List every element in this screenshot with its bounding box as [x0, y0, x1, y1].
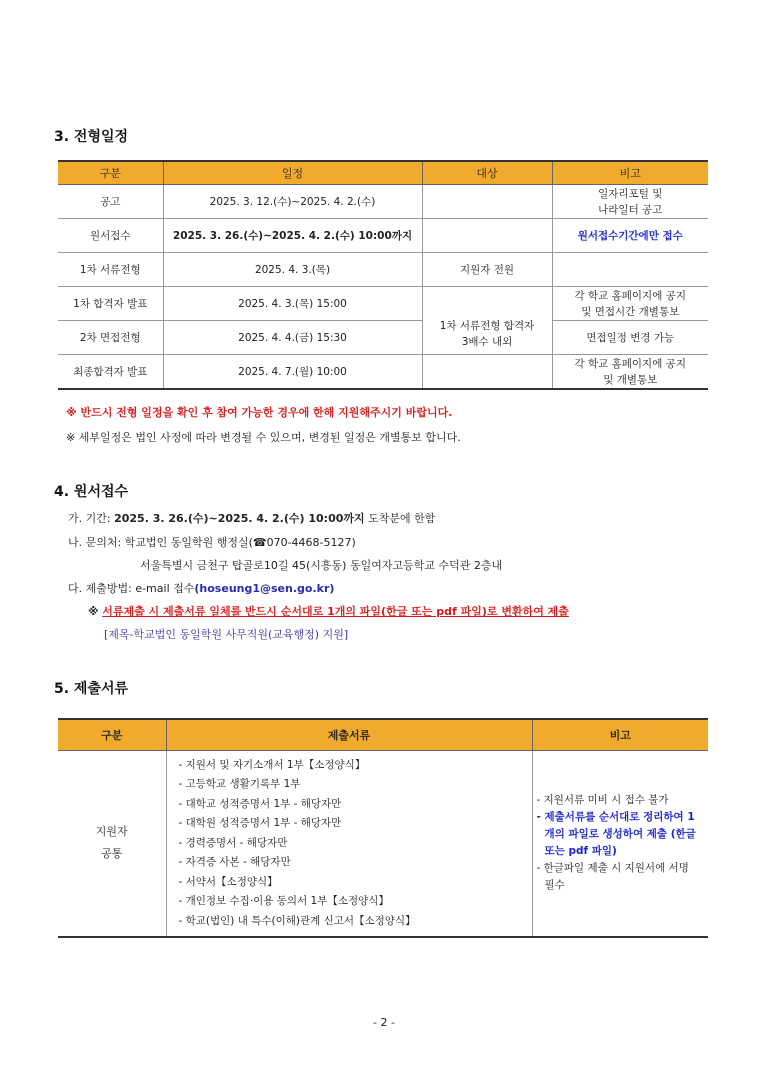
schedule-header-row [58, 161, 708, 185]
page-number: - 2 - [373, 1016, 395, 1029]
schedule-category: 2차 면접전형 [58, 321, 163, 355]
schedule-note-red: ※ 반드시 전형 일정을 확인 후 참여 가능한 경우에 한해 지원해주시기 바랍니다. [66, 406, 453, 419]
schedule-category: 원서접수 [58, 219, 163, 253]
submission-warning [88, 603, 569, 619]
schedule-date: 2025. 4. 3.(목) 15:00 [163, 287, 422, 321]
list-item: - 한글파일 제출 시 지원서에 서명 필수 [536, 862, 689, 892]
period-suffix: 도착분에 한함 [368, 512, 436, 525]
contact-phone: 070-4468-5127) [266, 536, 356, 549]
documents-table [58, 718, 708, 938]
schedule-target [422, 355, 552, 390]
list-item: - 경력증명서 - 해당자만 [178, 836, 288, 849]
schedule-category: 최종합격자 발표 [58, 355, 163, 390]
schedule-date: 2025. 4. 7.(월) 10:00 [163, 355, 422, 390]
schedule-date: 2025. 3. 26.(수)~2025. 4. 2.(수) 10:00까지 [163, 219, 422, 253]
documents-header-documents: 제출서류 [166, 719, 532, 751]
schedule-category: 공고 [58, 185, 163, 219]
schedule-category: 1차 합격자 발표 [58, 287, 163, 321]
documents-header-remarks: 비고 [532, 719, 708, 751]
schedule-date: 2025. 4. 4.(금) 15:30 [163, 321, 422, 355]
schedule-note: 원서접수기간에만 접수 [552, 219, 708, 253]
documents-list [167, 752, 532, 936]
period-value: 2025. 3. 26.(수)~2025. 4. 2.(수) 10:00까지 [114, 512, 365, 525]
schedule-note: 면접일정 변경 가능 [552, 321, 708, 355]
schedule-table [58, 160, 708, 390]
documents-category: 지원자 공통 [58, 751, 166, 937]
schedule-note: 각 학교 홈페이지에 공지 및 개별통보 [552, 355, 708, 390]
section5-title: 5. 제출서류 [54, 681, 129, 697]
schedule-header-category: 구분 [58, 161, 163, 185]
list-item: - 제출서류를 순서대로 정리하여 1개의 파일로 생성하여 제출 (한글 또는 pdf 파일) [536, 811, 696, 858]
table-row [58, 219, 708, 253]
section3-title: 3. 전형일정 [54, 129, 129, 145]
table-row [58, 253, 708, 287]
documents-header-category: 구분 [58, 719, 166, 751]
table-row [58, 751, 708, 937]
list-item: - 자격증 사본 - 해당자만 [178, 856, 291, 868]
address-line: 서울특별시 금천구 탑골로10길 45(시흥동) 동일여자고등학교 수덕관 2층내 [140, 559, 503, 572]
table-row [58, 355, 708, 390]
schedule-target: 1차 서류전형 합격자 3배수 내외 [422, 287, 552, 355]
method-line [68, 580, 334, 596]
warning-text: 서류제출 시 제출서류 일체를 반드시 순서대로 1개의 파일(한글 또는 pdf 파일)로 변환하여 제출 [102, 605, 569, 618]
warning-mark: ※ [88, 605, 99, 618]
list-item: - 개인정보 수집·이용 동의서 1부【소정양식】 [178, 895, 389, 907]
schedule-target [422, 219, 552, 253]
period-line [68, 510, 435, 526]
table-row [58, 287, 708, 321]
schedule-date: 2025. 4. 3.(목) [163, 253, 422, 287]
list-item: - 학교(법인) 내 특수(이해)관계 신고서【소정양식】 [178, 914, 416, 927]
documents-header-row [58, 719, 708, 751]
section4-title: 4. 원서접수 [54, 484, 129, 500]
schedule-header-target: 대상 [422, 161, 552, 185]
documents-list-cell [166, 751, 532, 937]
remarks-cell [532, 751, 708, 937]
schedule-note [552, 253, 708, 287]
list-item: - 지원서류 미비 시 접수 불가 [536, 794, 669, 807]
schedule-target [422, 185, 552, 219]
list-item: - 고등학교 생활기록부 1부 [178, 778, 301, 790]
list-item: - 지원서 및 자기소개서 1부【소정양식】 [178, 758, 366, 771]
contact-line [68, 534, 356, 550]
schedule-date: 2025. 3. 12.(수)~2025. 4. 2.(수) [163, 185, 422, 219]
schedule-header-date: 일정 [163, 161, 422, 185]
list-item: - 서약서【소정양식】 [178, 875, 278, 888]
schedule-category: 1차 서류전형 [58, 253, 163, 287]
phone-icon: ☎ [252, 536, 267, 549]
schedule-note-black: ※ 세부일정은 법인 사정에 따라 변경될 수 있으며, 변경된 일정은 개별통보 합니다. [66, 431, 461, 444]
table-row [58, 185, 708, 219]
method-label: 다. 제출방법: e-mail 접수 [68, 582, 195, 595]
schedule-note: 일자리포털 및 나라일터 공고 [552, 185, 708, 219]
email-address[interactable]: (hoseung1@sen.go.kr) [194, 582, 335, 595]
schedule-header-note: 비고 [552, 161, 708, 185]
schedule-note: 각 학교 홈페이지에 공지 및 면접시간 개별통보 [552, 287, 708, 321]
contact-label: 나. 문의처: 학교법인 동일학원 행정실( [68, 536, 253, 549]
remarks-list [533, 792, 709, 894]
list-item: - 대학교 성적증명서 1부 - 해당자만 [178, 797, 342, 810]
table-row [58, 321, 708, 355]
schedule-target: 지원자 전원 [422, 253, 552, 287]
subject-line: [제목-학교법인 동일학원 사무직원(교육행정) 지원] [104, 628, 349, 641]
list-item: - 대학원 성적증명서 1부 - 해당자만 [178, 817, 342, 829]
period-label: 가. 기간: [68, 512, 111, 525]
